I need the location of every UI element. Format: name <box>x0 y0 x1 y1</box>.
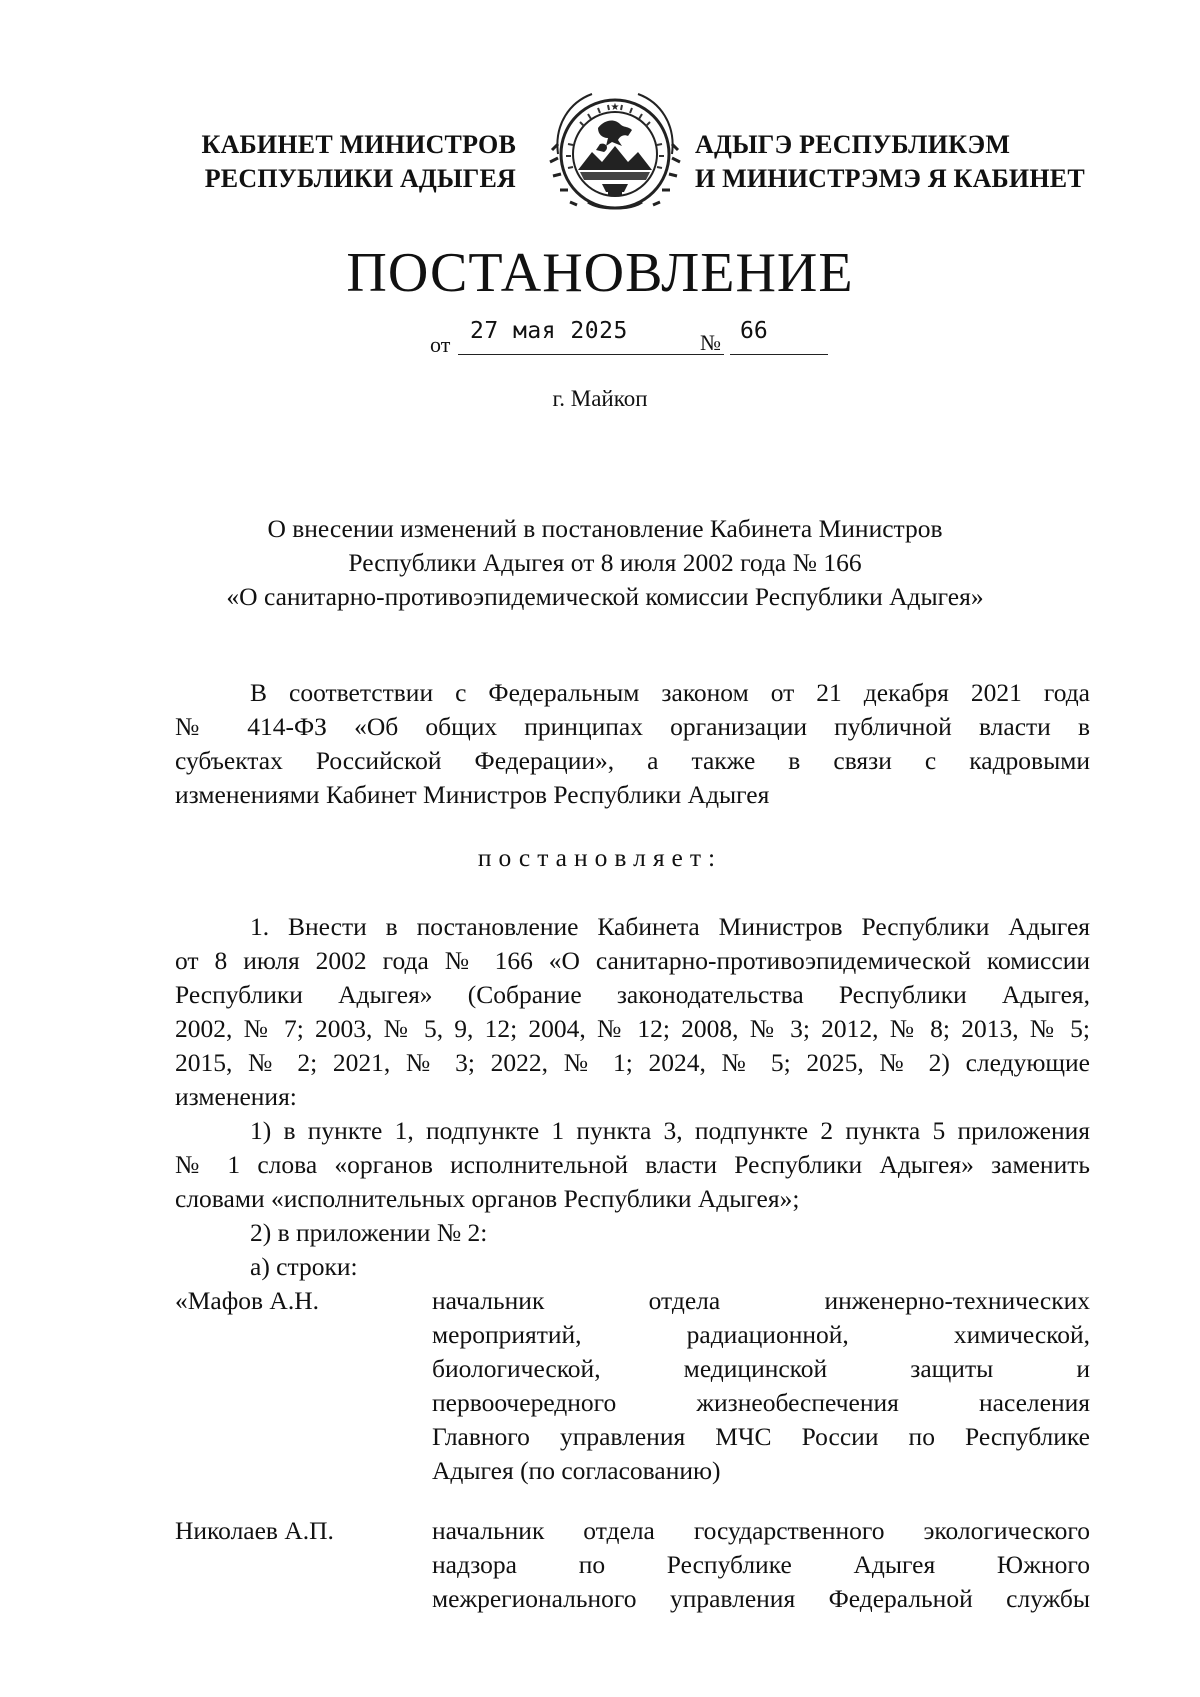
document-date: 27 мая 2025 <box>470 318 628 344</box>
text-line: Главного управления МЧС России по Республике <box>432 1422 1090 1451</box>
text-line: межрегионального управления Федеральной службы <box>432 1584 1090 1613</box>
person-description <box>432 1514 1090 1616</box>
number-prefix: № <box>700 330 721 355</box>
text-line: В соответствии с Федеральным законом от 21 декабря 2021 года <box>250 678 1090 707</box>
text-line: Адыгея (по согласованию) <box>432 1456 721 1485</box>
text-line: изменениями Кабинет Министров Республики Адыгея <box>175 780 770 809</box>
text-line: надзора по Республике Адыгея Южного <box>432 1550 1090 1579</box>
text-line: 2015, № 2; 2021, № 3; 2022, № 1; 2024, № 5; 2025, № 2) следующие <box>175 1048 1090 1077</box>
text-line: № 414-ФЗ «Об общих принципах организации публичной власти в <box>175 712 1090 741</box>
issuer-line: КАБИНЕТ МИНИСТРОВ <box>201 130 516 159</box>
person-name: Николаев А.П. <box>175 1516 334 1545</box>
person-description <box>432 1284 1090 1488</box>
issuer-line: АДЫГЭ РЕСПУБЛИКЭМ <box>695 130 1011 159</box>
document-type-heading: ПОСТАНОВЛЕНИЕ <box>346 242 854 304</box>
date-number-row <box>430 318 850 362</box>
title-line: Республики Адыгея от 8 июля 2002 года № 166 <box>348 548 862 577</box>
subpoint-1-paragraph <box>175 1114 1090 1216</box>
text-line: 1) в пункте 1, подпункте 1 пункта 3, подпункте 2 пункта 5 приложения <box>250 1116 1090 1145</box>
city-label: г. Майкоп <box>552 386 648 411</box>
text-line: субъектах Российской Федерации», а также в связи с кадровыми <box>175 746 1090 775</box>
point-1-paragraph <box>175 910 1090 1114</box>
issuer-line: И МИНИСТРЭМЭ Я КАБИНЕТ <box>695 164 1085 193</box>
subpoint-a <box>175 1250 1090 1284</box>
date-prefix: от <box>430 332 451 357</box>
title-line: О внесении изменений в постановление Кабинета Министров <box>267 514 943 543</box>
emblem-icon <box>540 84 690 224</box>
person-name: «Мафов А.Н. <box>175 1286 320 1315</box>
preamble-paragraph <box>175 676 1090 812</box>
text-line: первоочередного жизнеобеспечения населения <box>432 1388 1090 1417</box>
text-line: словами «исполнительных органов Республики Адыгея»; <box>175 1184 800 1213</box>
coat-of-arms-emblem <box>540 84 690 224</box>
text-line: начальник отдела инженерно-технических <box>432 1286 1090 1315</box>
text-line: начальник отдела государственного экологического <box>432 1516 1090 1545</box>
issuer-line: РЕСПУБЛИКИ АДЫГЕЯ <box>204 164 516 193</box>
text-line: 2) в приложении № 2: <box>250 1218 488 1247</box>
date-field <box>458 318 724 355</box>
svg-text:★: ★ <box>610 102 620 113</box>
text-line: биологической, медицинской защиты и <box>432 1354 1090 1383</box>
text-line: от 8 июля 2002 года № 166 «О санитарно-противоэпидемической комиссии <box>175 946 1090 975</box>
issuer-name-adyghe <box>695 128 1095 196</box>
text-line: а) строки: <box>250 1252 358 1281</box>
text-line: 2002, № 7; 2003, № 5, 9, 12; 2004, № 12; 2008, № 3; 2012, № 8; 2013, № 5; <box>175 1014 1090 1043</box>
title-line: «О санитарно-противоэпидемической комиссии Республики Адыгея» <box>226 582 984 611</box>
document-title <box>170 512 1040 614</box>
decree-word: постановляет: <box>477 843 723 872</box>
document-number: 66 <box>740 318 768 344</box>
number-field <box>730 318 828 355</box>
text-line: мероприятий, радиационной, химической, <box>432 1320 1090 1349</box>
text-line: Республики Адыгея» (Собрание законодательства Республики Адыгея, <box>175 980 1090 1009</box>
subpoint-2 <box>175 1216 1090 1250</box>
issuer-name-russian <box>186 128 516 196</box>
text-line: изменения: <box>175 1082 297 1111</box>
text-line: 1. Внести в постановление Кабинета Министров Республики Адыгея <box>250 912 1090 941</box>
text-line: № 1 слова «органов исполнительной власти Республики Адыгея» заменить <box>175 1150 1090 1179</box>
